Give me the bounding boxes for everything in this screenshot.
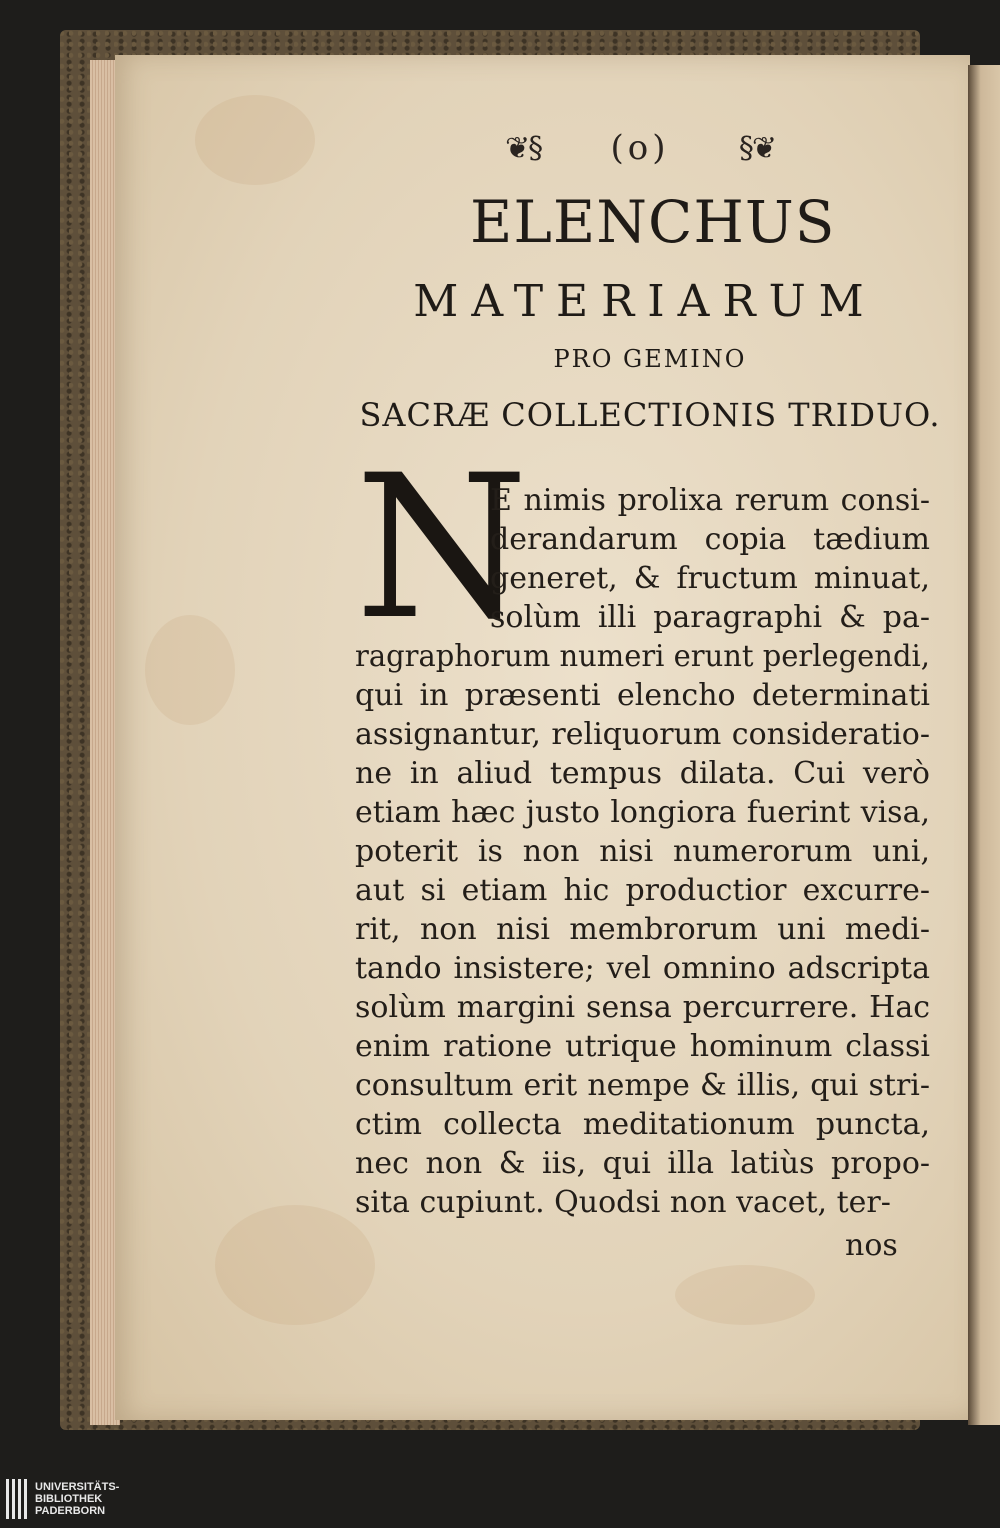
subtitle-materiarum: MATERIARUM xyxy=(413,276,877,327)
text-line: etiam hæc justo longiora fuerint visa, xyxy=(355,795,930,830)
text-line: rit, non nisi membrorum uni medi- xyxy=(355,912,931,947)
page-header xyxy=(505,128,775,168)
text-line: aut si etiam hic productior excurre- xyxy=(355,873,930,908)
text-line: enim ratione utrique hominum classi xyxy=(355,1029,930,1064)
text-line: sita cupiunt. Quodsi non vacet, ter- xyxy=(355,1185,891,1220)
stain xyxy=(215,1205,375,1325)
text-line: poterit is non nisi numerorum uni, xyxy=(355,834,930,869)
text-line: qui in præsenti elencho determinati xyxy=(355,678,930,713)
text-line: ne in aliud tempus dilata. Cui verò xyxy=(355,756,930,791)
logo-line: UNIVERSITÄTS- xyxy=(35,1481,120,1493)
ornament-left-icon: ❦§ xyxy=(505,130,542,166)
stain xyxy=(675,1265,815,1325)
page-number: (o) xyxy=(610,128,670,168)
catchword: nos xyxy=(845,1228,898,1263)
stain xyxy=(145,615,235,725)
text-line: ctim collecta meditationum puncta, xyxy=(355,1107,930,1142)
text-line: nec non & iis, qui illa latiùs propo- xyxy=(355,1146,931,1181)
subtitle-sacrae: SACRÆ COLLECTIONIS TRIDUO. xyxy=(359,396,941,434)
text-line: tando insistere; vel omnino adscripta xyxy=(355,951,930,986)
library-logo-icon xyxy=(6,1479,27,1519)
page-title: ELENCHUS xyxy=(470,188,836,256)
text-line: E nimis prolixa rerum consi- xyxy=(490,483,930,518)
library-logo xyxy=(6,1476,176,1522)
ornament-right-icon: §❦ xyxy=(738,130,775,166)
text-line: generet, & fructum minuat, xyxy=(490,561,930,596)
drop-cap: N xyxy=(355,432,529,663)
text-line: solùm margini sensa percurrere. Hac xyxy=(355,990,931,1025)
text-line: solùm illi paragraphi & pa- xyxy=(490,600,930,635)
text-line: assignantur, reliquorum consideratio- xyxy=(355,717,930,752)
text-line: consultum erit nempe & illis, qui stri- xyxy=(355,1068,931,1103)
text-line: derandarum copia tædium xyxy=(490,522,930,557)
logo-line: PADERBORN xyxy=(35,1505,106,1517)
adjacent-page-edge xyxy=(968,65,1000,1425)
logo-line: BIBLIOTHEK xyxy=(35,1493,103,1505)
stain xyxy=(195,95,315,185)
text-line: ragraphorum numeri erunt perlegendi, xyxy=(355,639,930,674)
subtitle-pro-gemino: PRO GEMINO xyxy=(553,345,747,373)
